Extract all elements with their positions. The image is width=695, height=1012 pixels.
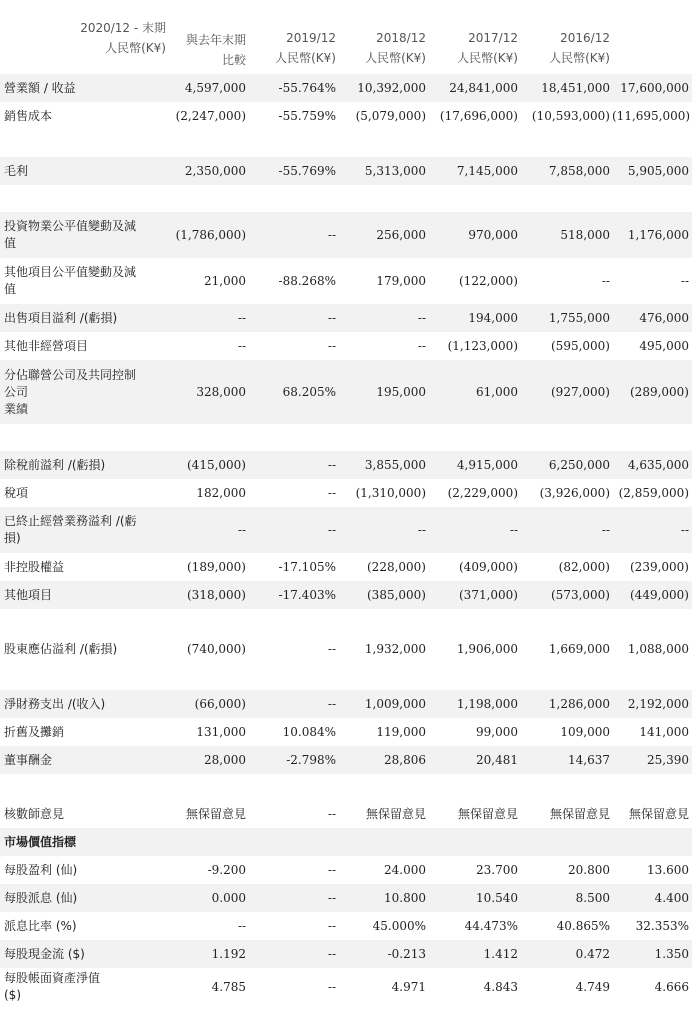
- value-cell: 32.353%: [635, 918, 689, 933]
- row-label-line: 毛利: [4, 163, 29, 178]
- value-cell: (573,000): [520, 581, 612, 609]
- period-currency: 人民幣(K¥): [105, 41, 166, 55]
- row-label-line: 其他項目: [4, 587, 53, 602]
- value-cell: (595,000): [551, 338, 610, 353]
- value-cell: --: [248, 507, 338, 553]
- table-row: [0, 258, 692, 304]
- row-label: [0, 304, 168, 332]
- value-cell: 10.084%: [282, 724, 336, 739]
- spacer-cell: [0, 774, 692, 800]
- value-cell: --: [520, 507, 612, 553]
- value-cell: --: [601, 273, 610, 288]
- spacer-row: [0, 185, 692, 212]
- column-header-2019: [248, 0, 338, 74]
- table-row: [0, 479, 692, 507]
- value-cell: --: [327, 918, 336, 933]
- value-cell: (10,593,000): [531, 108, 610, 123]
- row-label-line: 核數師意見: [4, 806, 65, 821]
- value-cell: --: [428, 507, 520, 553]
- value-cell: --: [248, 212, 338, 258]
- value-cell: -0.213: [338, 940, 428, 968]
- row-label: [0, 157, 168, 185]
- value-cell: 68.205%: [248, 360, 338, 424]
- value-cell: 2,350,000: [168, 157, 248, 185]
- row-label: [0, 968, 168, 1006]
- value-cell: 4.400: [612, 884, 692, 912]
- row-label-line: 其他非經營項目: [4, 338, 89, 353]
- row-label-line: 除稅前溢利 /(虧損): [4, 457, 106, 472]
- table-row: [0, 102, 692, 130]
- value-cell: 179,000: [376, 273, 426, 288]
- row-label-line: 折舊及攤銷: [4, 724, 65, 739]
- table-row: [0, 884, 692, 912]
- value-cell: -55.759%: [278, 108, 336, 123]
- value-cell: 20.800: [568, 862, 610, 877]
- value-cell: 495,000: [639, 338, 689, 353]
- table-row: [0, 212, 692, 258]
- row-label-line: 分佔聯營公司及共同控制: [4, 367, 137, 382]
- value-cell: 61,000: [428, 360, 520, 424]
- value-cell: 6,250,000: [520, 451, 612, 479]
- table-row: [0, 507, 692, 553]
- table-row: [0, 581, 692, 609]
- value-cell: (415,000): [168, 451, 248, 479]
- row-label: [0, 258, 168, 304]
- value-cell: (66,000): [168, 690, 248, 718]
- period-header: [0, 0, 168, 74]
- value-cell: (2,229,000): [447, 485, 518, 500]
- value-cell: (1,123,000): [447, 338, 518, 353]
- value-cell: 44.473%: [464, 918, 518, 933]
- value-cell: 131,000: [196, 724, 246, 739]
- value-cell: --: [248, 884, 338, 912]
- column-header-line2: 人民幣(K¥): [365, 51, 426, 65]
- value-cell: 無保留意見: [185, 806, 246, 821]
- value-cell: 4.843: [483, 979, 518, 994]
- value-cell: 7,858,000: [520, 157, 612, 185]
- value-cell: (3,926,000): [539, 485, 610, 500]
- value-cell: --: [338, 507, 428, 553]
- row-label-line: 公司: [4, 384, 29, 399]
- table-row: [0, 74, 692, 102]
- table-row: [0, 635, 692, 663]
- value-cell: 518,000: [520, 212, 612, 258]
- section-header-row: [0, 828, 692, 856]
- value-cell: 1.412: [428, 940, 520, 968]
- column-header-2017: [428, 0, 520, 74]
- column-header-line1: 2019/12: [286, 31, 336, 45]
- row-label-line: 投資物業公平值變動及減: [4, 219, 137, 233]
- row-label: [0, 635, 168, 663]
- column-header-line2: 人民幣(K¥): [457, 51, 518, 65]
- value-cell: 1,906,000: [456, 641, 518, 656]
- spacer-row: [0, 424, 692, 451]
- column-header-line1: 2018/12: [376, 31, 426, 45]
- column-header-line2: 人民幣(K¥): [549, 51, 610, 65]
- value-cell: (11,695,000): [612, 108, 691, 123]
- value-cell: (927,000): [520, 360, 612, 424]
- value-cell: 4.785: [211, 979, 246, 994]
- value-cell: 99,000: [476, 724, 518, 739]
- value-cell: 1,176,000: [612, 212, 692, 258]
- value-cell: 無保留意見: [549, 806, 610, 821]
- value-cell: -2.798%: [248, 746, 338, 774]
- value-cell: 無保留意見: [628, 806, 689, 821]
- value-cell: (409,000): [459, 559, 518, 574]
- value-cell: (122,000): [459, 273, 518, 288]
- value-cell: 20,481: [428, 746, 520, 774]
- value-cell: 13.600: [647, 862, 689, 877]
- value-cell: 194,000: [428, 304, 520, 332]
- value-cell: --: [612, 507, 692, 553]
- table-row: [0, 718, 692, 746]
- spacer-cell: [0, 130, 692, 157]
- row-label-line: 派息比率 (%): [4, 918, 77, 933]
- value-cell: 5,313,000: [338, 157, 428, 185]
- value-cell: 4,635,000: [612, 451, 692, 479]
- value-cell: [428, 828, 520, 856]
- value-cell: (5,079,000): [355, 108, 426, 123]
- value-cell: (1,786,000): [168, 212, 248, 258]
- row-label-line: 稅項: [4, 485, 29, 500]
- value-cell: 970,000: [428, 212, 520, 258]
- value-cell: [520, 828, 612, 856]
- row-label: [0, 102, 168, 130]
- row-label-line: 出售項目溢利 /(虧損): [4, 310, 118, 325]
- table-row: [0, 800, 692, 828]
- column-header-2018: [338, 0, 428, 74]
- row-label: [0, 690, 168, 718]
- value-cell: (2,247,000): [175, 108, 246, 123]
- value-cell: 4.971: [391, 979, 426, 994]
- value-cell: 28,000: [168, 746, 248, 774]
- value-cell: (289,000): [612, 360, 692, 424]
- value-cell: --: [327, 979, 336, 994]
- row-label: [0, 507, 168, 553]
- value-cell: 476,000: [612, 304, 692, 332]
- table-row: [0, 553, 692, 581]
- value-cell: (2,859,000): [618, 485, 689, 500]
- row-label-line: 股東應佔溢利 /(虧損): [4, 641, 118, 656]
- row-label: [0, 828, 168, 856]
- spacer-row: [0, 609, 692, 635]
- value-cell: 0.000: [168, 884, 248, 912]
- row-label-line: 值: [4, 236, 17, 250]
- table-row: [0, 690, 692, 718]
- value-cell: 18,451,000: [520, 74, 612, 102]
- value-cell: 4,915,000: [428, 451, 520, 479]
- value-cell: (385,000): [338, 581, 428, 609]
- value-cell: 2,192,000: [612, 690, 692, 718]
- value-cell: 28,806: [338, 746, 428, 774]
- value-cell: 141,000: [639, 724, 689, 739]
- value-cell: 1,932,000: [364, 641, 426, 656]
- value-cell: 5,905,000: [612, 157, 692, 185]
- value-cell: 3,855,000: [338, 451, 428, 479]
- value-cell: --: [327, 641, 336, 656]
- table-row: [0, 360, 692, 424]
- row-label-line: ($): [4, 988, 21, 1002]
- row-label-line: 銷售成本: [4, 108, 53, 123]
- value-cell: (239,000): [630, 559, 689, 574]
- value-cell: 8.500: [520, 884, 612, 912]
- value-cell: -17.403%: [248, 581, 338, 609]
- value-cell: (740,000): [187, 641, 246, 656]
- row-label-line: 董事酬金: [4, 752, 53, 767]
- value-cell: 0.472: [520, 940, 612, 968]
- value-cell: (17,696,000): [439, 108, 518, 123]
- row-label: [0, 581, 168, 609]
- value-cell: (449,000): [612, 581, 692, 609]
- period-label: 2020/12 - 末期: [80, 21, 166, 35]
- value-cell: 21,000: [204, 273, 246, 288]
- value-cell: 1,669,000: [548, 641, 610, 656]
- column-header-line1: 2016/12: [560, 31, 610, 45]
- row-label: [0, 746, 168, 774]
- row-label: [0, 553, 168, 581]
- row-label: [0, 451, 168, 479]
- value-cell: --: [168, 304, 248, 332]
- spacer-cell: [0, 609, 692, 635]
- value-cell: --: [327, 485, 336, 500]
- row-label-line: 非控股權益: [4, 559, 65, 574]
- value-cell: --: [248, 940, 338, 968]
- table-row: [0, 157, 692, 185]
- row-label: [0, 212, 168, 258]
- row-label: [0, 884, 168, 912]
- column-header-line1: 2017/12: [468, 31, 518, 45]
- value-cell: 119,000: [376, 724, 426, 739]
- value-cell: -55.769%: [248, 157, 338, 185]
- spacer-cell: [0, 185, 692, 212]
- value-cell: 45.000%: [372, 918, 426, 933]
- value-cell: 17,600,000: [612, 74, 692, 102]
- column-header-line1: 與去年末期: [185, 33, 246, 47]
- value-cell: 24.000: [384, 862, 426, 877]
- value-cell: 7,145,000: [428, 157, 520, 185]
- value-cell: (371,000): [428, 581, 520, 609]
- value-cell: --: [248, 690, 338, 718]
- column-header-line2: 人民幣(K¥): [275, 51, 336, 65]
- table-row: [0, 332, 692, 360]
- value-cell: --: [248, 451, 338, 479]
- value-cell: --: [327, 806, 336, 821]
- value-cell: 1,088,000: [627, 641, 689, 656]
- value-cell: 1,198,000: [428, 690, 520, 718]
- value-cell: -17.105%: [278, 559, 336, 574]
- value-cell: --: [338, 304, 428, 332]
- value-cell: 4.749: [575, 979, 610, 994]
- value-cell: (189,000): [187, 559, 246, 574]
- column-header-2016: [520, 0, 612, 74]
- column-header-change: [168, 0, 248, 74]
- row-label: [0, 360, 168, 424]
- column-header-line2: 比較: [221, 53, 246, 67]
- row-label: [0, 332, 168, 360]
- value-cell: 1,755,000: [520, 304, 612, 332]
- row-label-line: 每股現金流 ($): [4, 946, 85, 961]
- value-cell: -9.200: [207, 862, 246, 877]
- value-cell: 109,000: [560, 724, 610, 739]
- row-label-line: 每股帳面資產淨值: [4, 971, 101, 985]
- value-cell: 1.192: [168, 940, 248, 968]
- value-cell: 256,000: [338, 212, 428, 258]
- value-cell: 14,637: [520, 746, 612, 774]
- value-cell: (82,000): [558, 559, 610, 574]
- row-label: [0, 856, 168, 884]
- value-cell: (1,310,000): [355, 485, 426, 500]
- table-row: [0, 968, 692, 1006]
- value-cell: --: [417, 338, 426, 353]
- row-label-line: 其他項目公平值變動及減: [4, 265, 137, 279]
- value-cell: --: [327, 862, 336, 877]
- value-cell: (318,000): [168, 581, 248, 609]
- spacer-cell: [0, 663, 692, 690]
- column-header-extra: [612, 0, 692, 74]
- value-cell: (228,000): [367, 559, 426, 574]
- row-label-line: 營業額 / 收益: [4, 80, 76, 95]
- value-cell: [248, 828, 338, 856]
- value-cell: 328,000: [168, 360, 248, 424]
- value-cell: 4,597,000: [168, 74, 248, 102]
- value-cell: 23.700: [476, 862, 518, 877]
- value-cell: -55.764%: [248, 74, 338, 102]
- header-row: [0, 0, 692, 74]
- row-label: [0, 74, 168, 102]
- row-label-line: 每股派息 (仙): [4, 890, 78, 905]
- row-label-line: 業績: [4, 401, 29, 416]
- value-cell: --: [168, 507, 248, 553]
- row-label: [0, 940, 168, 968]
- spacer-row: [0, 130, 692, 157]
- value-cell: --: [237, 338, 246, 353]
- row-label-line: 值: [4, 282, 17, 296]
- row-label-line: 市場價值指標: [4, 834, 77, 849]
- value-cell: -88.268%: [278, 273, 336, 288]
- row-label: [0, 800, 168, 828]
- value-cell: 10,392,000: [338, 74, 428, 102]
- value-cell: --: [248, 304, 338, 332]
- table-row: [0, 912, 692, 940]
- value-cell: 24,841,000: [428, 74, 520, 102]
- row-label-line: 已終止經營業務溢利 /(虧: [4, 514, 137, 528]
- value-cell: 1,009,000: [338, 690, 428, 718]
- value-cell: [168, 828, 248, 856]
- spacer-cell: [0, 424, 692, 451]
- value-cell: 182,000: [196, 485, 246, 500]
- spacer-row: [0, 774, 692, 800]
- row-label-line: 損): [4, 531, 21, 545]
- row-label: [0, 718, 168, 746]
- value-cell: 10.800: [338, 884, 428, 912]
- value-cell: 4.666: [654, 979, 689, 994]
- value-cell: 195,000: [338, 360, 428, 424]
- table-row: [0, 746, 692, 774]
- value-cell: [612, 828, 692, 856]
- row-label: [0, 479, 168, 507]
- spacer-row: [0, 663, 692, 690]
- value-cell: 無保留意見: [365, 806, 426, 821]
- value-cell: 10.540: [428, 884, 520, 912]
- value-cell: [338, 828, 428, 856]
- value-cell: 1.350: [612, 940, 692, 968]
- table-row: [0, 856, 692, 884]
- value-cell: --: [237, 918, 246, 933]
- row-label-line: 每股盈利 (仙): [4, 862, 78, 877]
- value-cell: --: [680, 273, 689, 288]
- value-cell: --: [327, 338, 336, 353]
- value-cell: 40.865%: [556, 918, 610, 933]
- table-row: [0, 451, 692, 479]
- row-label: [0, 912, 168, 940]
- row-label-line: 淨財務支出 /(收入): [4, 696, 106, 711]
- table-row: [0, 304, 692, 332]
- value-cell: 無保留意見: [457, 806, 518, 821]
- value-cell: 1,286,000: [520, 690, 612, 718]
- value-cell: 25,390: [612, 746, 692, 774]
- table-row: [0, 940, 692, 968]
